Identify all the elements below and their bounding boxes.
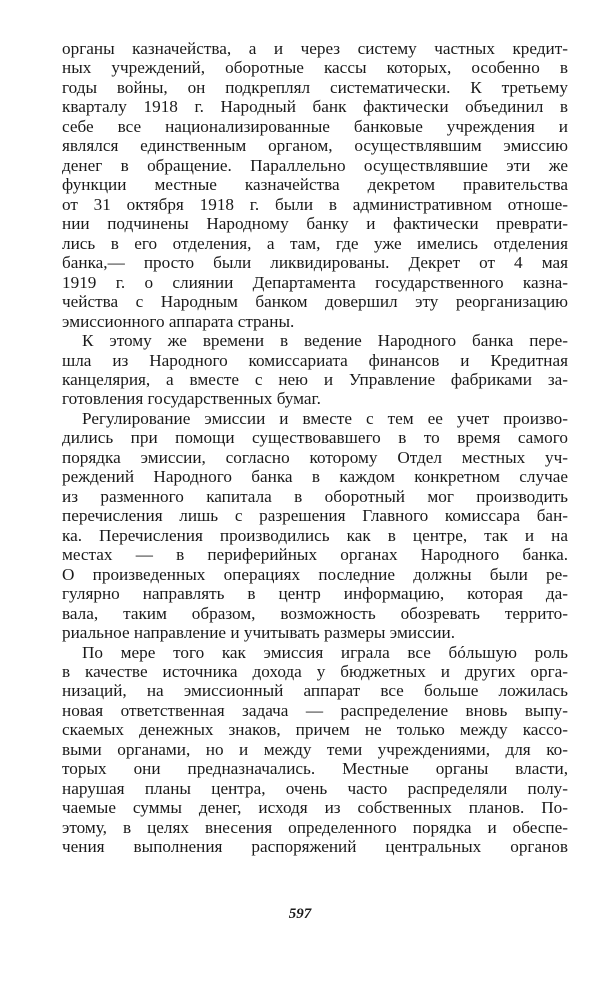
text-line: К этому же времени в ведение Народного банка пере- <box>82 331 568 351</box>
text-line: перечисления лишь с разрешения Главного комиссара бан- <box>62 506 568 526</box>
text-line: банка,— просто были ликвидированы. Декрет от 4 мая <box>62 253 568 273</box>
text-line: вала, таким образом, возможность обозревать террито- <box>62 603 568 623</box>
text-line: канцелярия, а вместе с нею и Управление фабриками за- <box>62 369 568 389</box>
text-line: низаций, на эмиссионный аппарат все больше ложилась <box>62 681 568 701</box>
text-line: из разменного капитала в оборотный мог производить <box>62 486 568 506</box>
text-line: новая ответственная задача — распределение вновь выпу- <box>62 700 568 720</box>
text-line: в качестве источника дохода у бюджетных и других орга- <box>62 662 568 681</box>
text-line: являлся единственным органом, осуществлявшим эмиссию <box>62 136 568 156</box>
text-line: денег в обращение. Параллельно осуществлявшие эти же <box>62 155 568 175</box>
text-line: риальное направление и учитывать размеры эмиссии. <box>62 623 456 643</box>
text-line: выми органами, но и между теми учреждениями, для ко- <box>62 739 568 759</box>
text-line: себе все национализированные банковые учреждения и <box>62 116 568 136</box>
text-line: гулярно направлять в центр информацию, которая да- <box>62 584 568 604</box>
text-line: По мере того как эмиссия играла все бóльшую роль <box>82 642 568 662</box>
paragraph <box>62 643 568 857</box>
text-line: чения выполнения распоряжений центральных органов <box>62 837 568 857</box>
text-line: О произведенных операциях последние должны были ре- <box>62 564 568 584</box>
text-line: чейства с Народным банком довершил эту реорганизацию <box>62 292 568 312</box>
text-line: нии подчинены Народному банку и фактически преврати- <box>62 214 568 234</box>
text-line: нарушая планы центра, очень часто распределяли полу- <box>62 778 568 798</box>
text-line: ных учреждений, оборотные кассы которых, особенно в <box>62 58 568 78</box>
text-line: от 31 октября 1918 г. были в административном отноше- <box>62 194 568 214</box>
text-line: эмиссионного аппарата страны. <box>62 311 295 331</box>
text-line: Регулирование эмиссии и вместе с тем ее учет произво- <box>82 408 568 428</box>
text-line: местах — в периферийных органах Народного банка. <box>62 545 568 565</box>
paragraph <box>62 331 568 409</box>
text-line: порядка эмиссии, согласно которому Отдел местных уч- <box>62 447 568 467</box>
text-line: торых они предназначались. Местные органы власти, <box>62 759 568 779</box>
text-line: готовления государственных бумаг. <box>62 389 321 409</box>
page-number: 597 <box>288 906 312 922</box>
text-line: кварталу 1918 г. Народный банк фактически объединил в <box>62 97 568 117</box>
page-body <box>62 39 568 857</box>
paragraph <box>62 39 568 331</box>
text-line: реждений Народного банка в каждом конкретном случае <box>62 467 568 487</box>
text-line: органы казначейства, а и через систему частных кредит- <box>62 39 568 58</box>
text-line: скаемых денежных знаков, причем не только между кассо- <box>62 720 568 740</box>
text-line: чаемые суммы денег, исходя из собственных планов. По- <box>62 798 568 818</box>
text-line: ка. Перечисления производились как в центре, так и на <box>62 525 568 545</box>
paragraph <box>62 409 568 643</box>
text-line: функции местные казначейства декретом правительства <box>62 175 568 195</box>
text-line: шла из Народного комиссариата финансов и Кредитная <box>62 350 568 370</box>
text-line: дились при помощи существовавшего в то время самого <box>62 428 568 448</box>
text-line: этому, в целях внесения определенного порядка и обеспе- <box>62 817 568 837</box>
text-line: лись в его отделения, а там, где уже имелись отделения <box>62 233 568 253</box>
text-line: годы войны, он подкреплял систематически. К третьему <box>62 77 568 97</box>
text-line: 1919 г. о слиянии Департамента государственного казна- <box>62 272 568 292</box>
